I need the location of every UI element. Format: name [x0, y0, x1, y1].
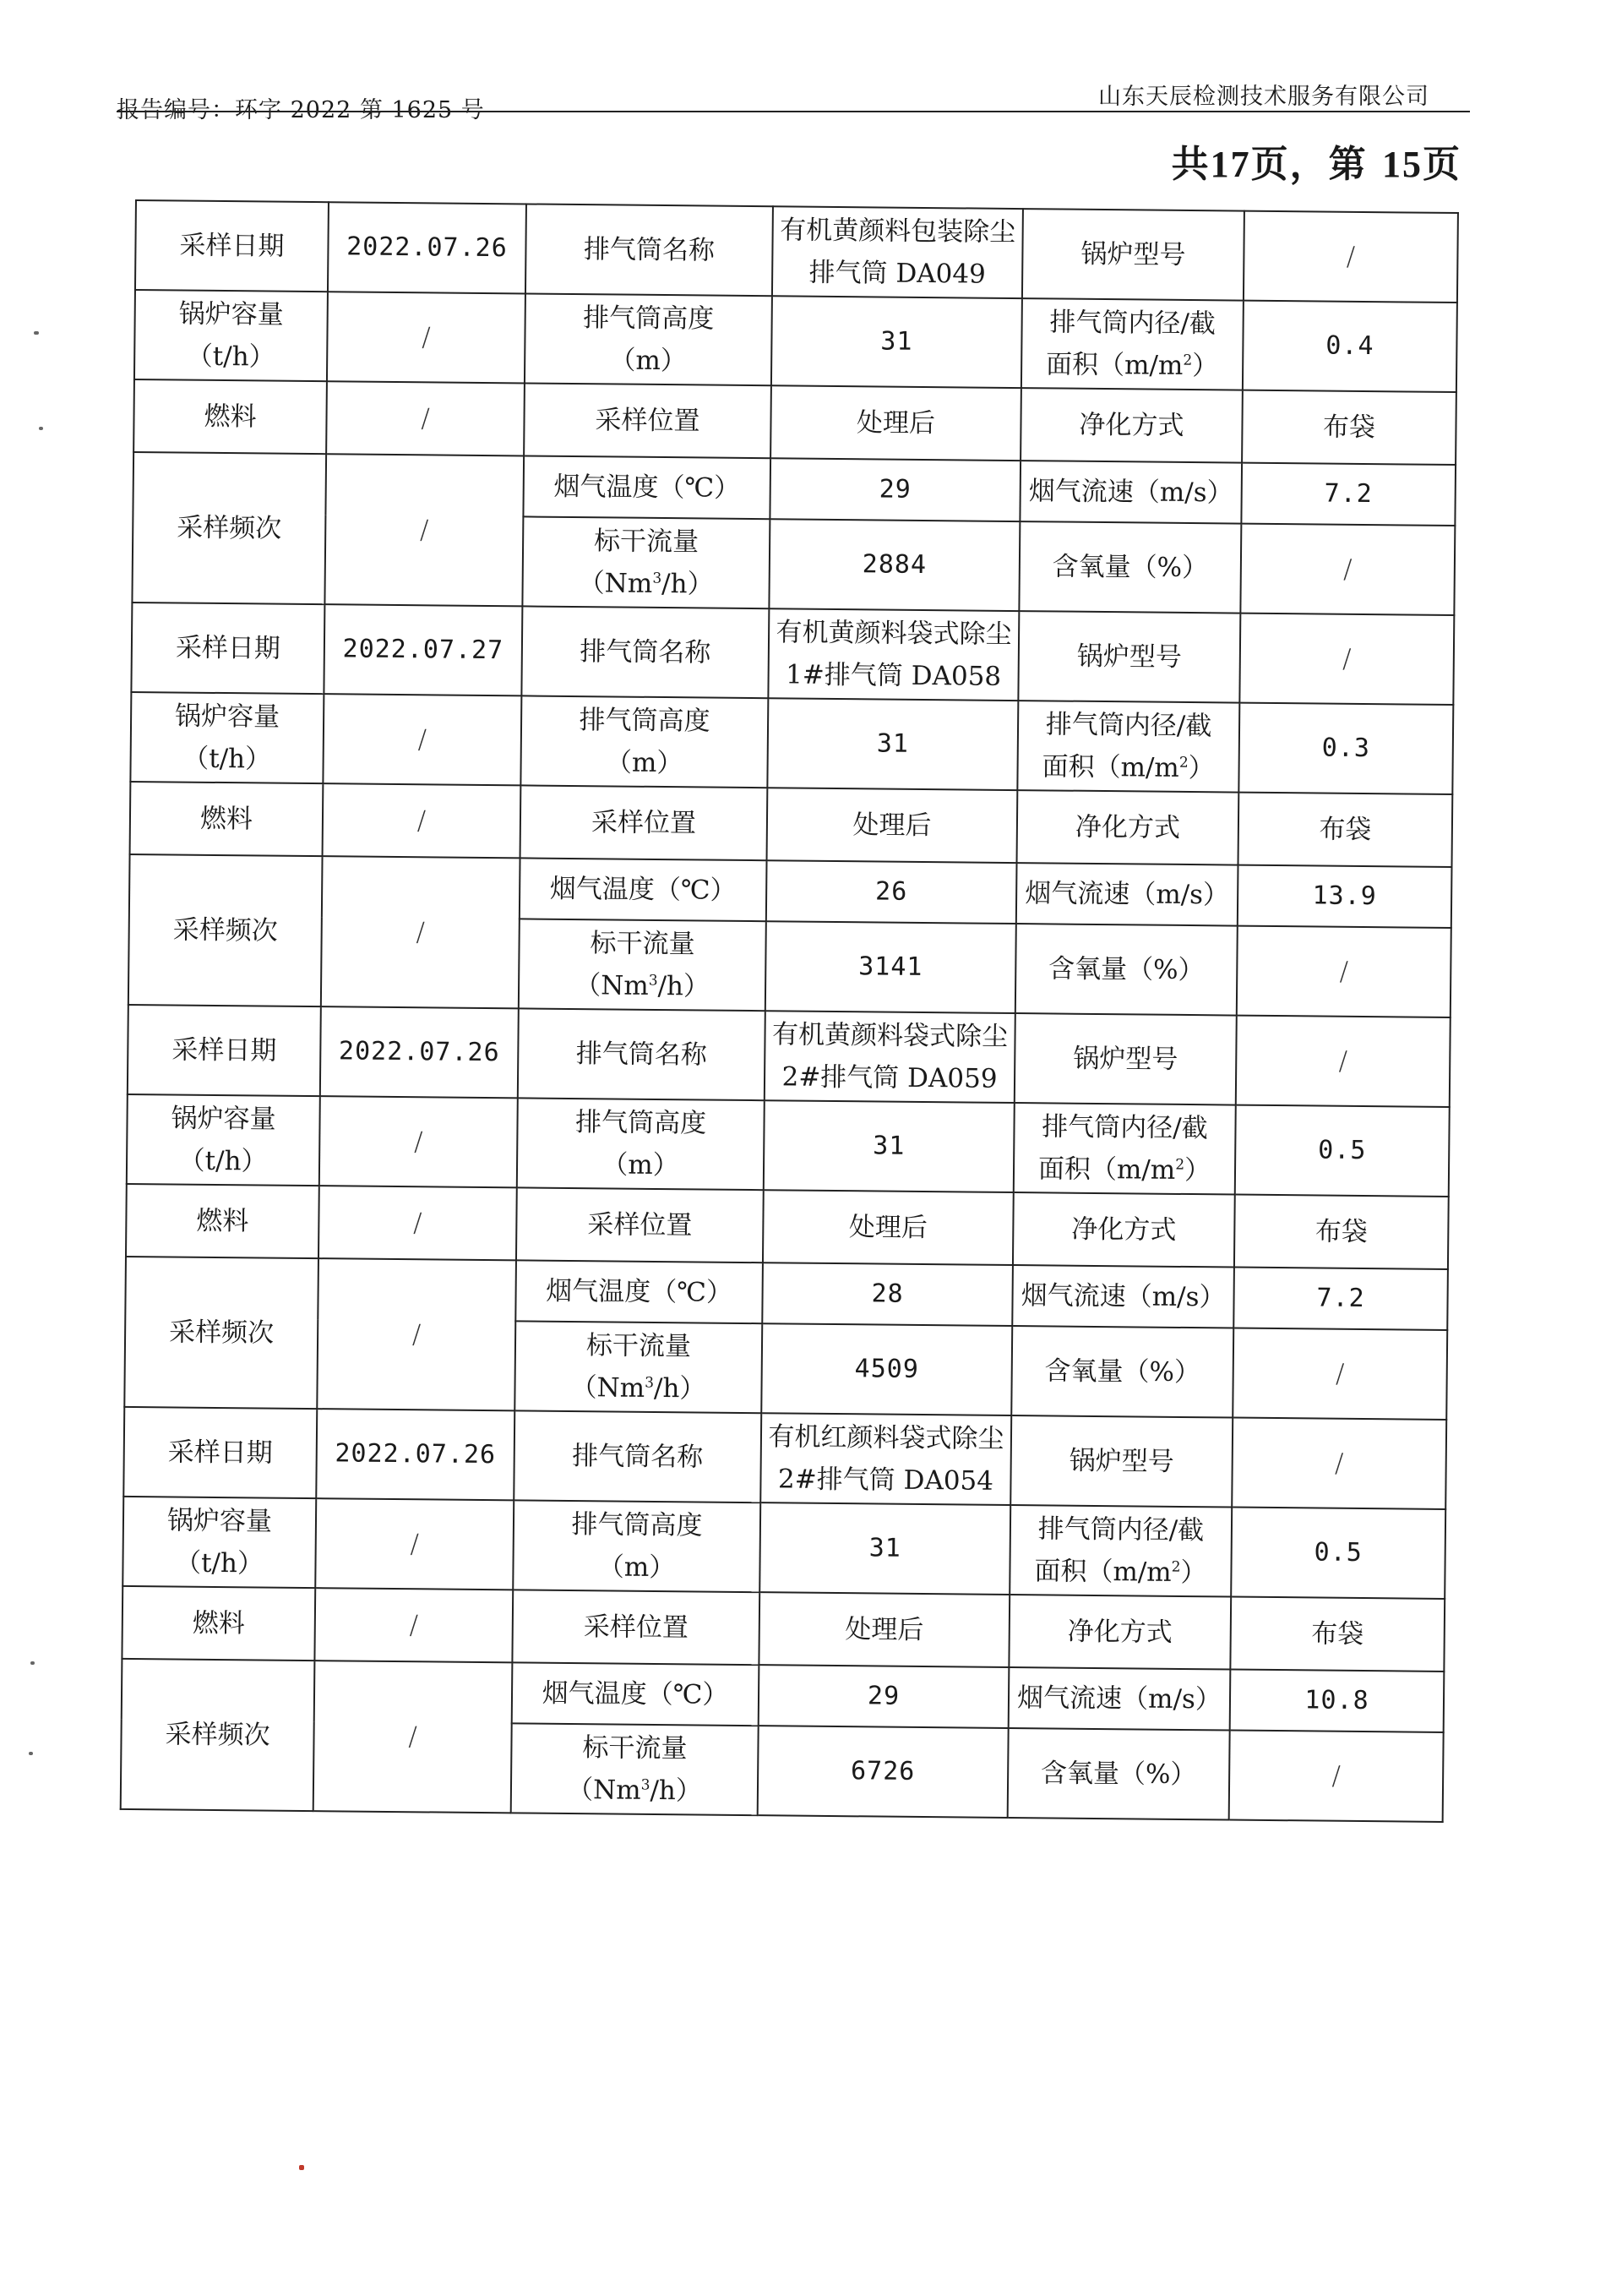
sampling-position-value: 处理后 — [767, 788, 1018, 863]
table-row — [125, 1257, 1448, 1330]
purification-label: 净化方式 — [1017, 790, 1239, 865]
label-part: 排气筒高度 — [579, 705, 710, 737]
label-part: 排气筒内径/截 — [1037, 1513, 1205, 1546]
table-row — [131, 603, 1454, 705]
table-row — [135, 200, 1458, 303]
sampling-date-value: 2022.07.27 — [324, 604, 522, 695]
purification-value: 布袋 — [1242, 390, 1456, 465]
boiler-model-value: / — [1232, 1418, 1446, 1509]
sampling-date-value: 2022.07.26 — [316, 1409, 514, 1500]
label-part: （t/h） — [182, 743, 272, 775]
fuel-label: 燃料 — [130, 782, 324, 856]
superscript: 3 — [648, 972, 658, 990]
sampling-position-value: 处理后 — [763, 1190, 1014, 1265]
stack-height-label — [517, 1098, 765, 1190]
std-flow-label — [519, 919, 766, 1011]
superscript: 2 — [1183, 352, 1193, 369]
label-part: 标干流量（Nm — [570, 1330, 692, 1404]
boiler-capacity-label — [127, 1094, 320, 1186]
superscript: 3 — [652, 570, 662, 587]
scan-speck — [29, 1752, 33, 1755]
sampling-position-label: 采样位置 — [512, 1590, 759, 1665]
frequency-label: 采样频次 — [124, 1257, 318, 1409]
sampling-date-label: 采样日期 — [131, 603, 324, 694]
stack-diameter-value: 0.4 — [1243, 301, 1457, 392]
purification-label: 净化方式 — [1009, 1595, 1231, 1670]
stack-name-value: 有机黄颜料包装除尘排气筒 DA049 — [772, 206, 1023, 298]
stack-name-label: 排气筒名称 — [521, 606, 769, 698]
flue-temp-value: 29 — [770, 458, 1021, 521]
oxygen-value: / — [1233, 1328, 1447, 1420]
label-part: 排气筒高度 — [583, 303, 715, 335]
stack-diameter-value: 0.5 — [1231, 1508, 1445, 1599]
label-part: /h） — [657, 970, 710, 1002]
label-part: 排气筒高度 — [574, 1107, 707, 1139]
flue-temp-value: 29 — [759, 1665, 1010, 1728]
stack-diameter-label — [1021, 298, 1244, 390]
label-part: 面积（m/m — [1042, 751, 1179, 783]
label-part: 锅炉容量 — [171, 1103, 276, 1135]
superscript: 2 — [1175, 1156, 1185, 1174]
oxygen-label: 含氧量（%） — [1019, 521, 1241, 614]
label-part: （m） — [601, 1149, 679, 1181]
label-part: ） — [1180, 1557, 1207, 1589]
fuel-label: 燃料 — [122, 1586, 315, 1661]
boiler-capacity-value: / — [327, 292, 525, 383]
label-part: （t/h） — [174, 1547, 264, 1579]
boiler-capacity-label — [122, 1497, 316, 1588]
frequency-value: / — [321, 856, 520, 1008]
frequency-value: / — [324, 454, 524, 606]
company-name: 山东天辰检测技术服务有限公司 — [1098, 84, 1429, 110]
sampling-position-label: 采样位置 — [516, 1187, 764, 1263]
scan-speck — [299, 2165, 304, 2170]
sampling-position-value: 处理后 — [759, 1592, 1010, 1667]
label-part: （m） — [609, 345, 688, 377]
sampling-date-value: 2022.07.26 — [320, 1006, 519, 1098]
sampling-date-label: 采样日期 — [135, 200, 329, 292]
flue-velocity-value: 7.2 — [1233, 1268, 1448, 1330]
sampling-date-value: 2022.07.26 — [328, 202, 526, 293]
stack-height-label — [513, 1500, 760, 1592]
stack-diameter-label — [1010, 1505, 1232, 1597]
boiler-model-value: / — [1236, 1016, 1451, 1107]
boiler-model-label: 锅炉型号 — [1010, 1415, 1233, 1508]
stack-height-value: 31 — [764, 1100, 1015, 1192]
stack-name-label: 排气筒名称 — [514, 1410, 761, 1502]
frequency-label: 采样频次 — [121, 1659, 315, 1811]
frequency-value: / — [317, 1258, 516, 1410]
stack-info-table-wrapper — [120, 199, 1457, 1823]
scan-speck — [39, 427, 43, 430]
label-part: 面积（m/m — [1037, 1153, 1176, 1186]
label-part: 面积（m/m — [1045, 349, 1184, 381]
stack-name-value: 有机黄颜料袋式除尘 2#排气筒 DA059 — [765, 1011, 1015, 1103]
purification-label: 净化方式 — [1013, 1192, 1235, 1268]
boiler-capacity-value: / — [323, 694, 521, 785]
sampling-date-label: 采样日期 — [128, 1005, 321, 1096]
flue-velocity-value: 10.8 — [1230, 1670, 1445, 1732]
oxygen-value: / — [1240, 524, 1455, 615]
std-flow-value: 3141 — [765, 921, 1016, 1013]
purification-value: 布袋 — [1234, 1195, 1449, 1269]
table-row — [127, 1094, 1450, 1197]
label-part: /h） — [661, 569, 714, 600]
flue-temp-label: 烟气温度（℃） — [512, 1662, 759, 1726]
std-flow-value: 4509 — [761, 1323, 1012, 1415]
oxygen-value: / — [1237, 926, 1451, 1017]
stack-height-label — [525, 293, 772, 385]
std-flow-label — [514, 1321, 762, 1413]
table-row — [126, 1184, 1449, 1269]
label-part: （t/h） — [186, 341, 275, 373]
stack-diameter-label — [1017, 701, 1239, 793]
std-flow-value: 6726 — [758, 1726, 1009, 1818]
label-part: 排气筒高度 — [571, 1509, 703, 1541]
label-part: 标干流量（Nm — [566, 1732, 688, 1806]
boiler-capacity-value: / — [319, 1096, 518, 1187]
table-row — [129, 854, 1452, 928]
label-part: /h） — [653, 1372, 706, 1404]
superscript: 2 — [1178, 754, 1189, 772]
boiler-capacity-label — [130, 692, 324, 783]
flue-temp-label: 烟气温度（℃） — [520, 858, 767, 921]
fuel-value: / — [323, 783, 521, 858]
oxygen-label: 含氧量（%） — [1015, 924, 1238, 1016]
oxygen-label: 含氧量（%） — [1011, 1326, 1233, 1418]
label-part: ） — [1188, 752, 1215, 784]
flue-temp-label: 烟气温度（℃） — [523, 455, 770, 519]
sampling-date-label: 采样日期 — [123, 1407, 317, 1498]
fuel-label: 燃料 — [126, 1184, 319, 1258]
superscript: 2 — [1171, 1558, 1181, 1576]
stack-diameter-value: 0.5 — [1235, 1105, 1450, 1197]
superscript: 3 — [640, 1776, 650, 1794]
purification-label: 净化方式 — [1021, 388, 1243, 463]
label-part: 锅炉容量 — [174, 701, 280, 733]
stack-name-value: 有机黄颜料袋式除尘 1#排气筒 DA058 — [768, 608, 1019, 701]
table-row — [133, 379, 1456, 465]
flue-velocity-label: 烟气流速（m/s） — [1009, 1667, 1231, 1731]
table-row — [122, 1497, 1445, 1599]
boiler-model-label: 锅炉型号 — [1015, 1013, 1237, 1105]
table-row — [134, 290, 1457, 392]
fuel-value: / — [326, 381, 525, 455]
frequency-label: 采样频次 — [128, 854, 323, 1006]
label-part: （m） — [605, 747, 683, 779]
boiler-model-value: / — [1244, 211, 1458, 303]
scan-speck — [34, 331, 39, 335]
stack-diameter-value: 0.3 — [1238, 703, 1453, 794]
flue-temp-value: 28 — [762, 1263, 1013, 1326]
fuel-value: / — [318, 1186, 517, 1260]
boiler-capacity-label — [134, 290, 328, 381]
flue-velocity-label: 烟气流速（m/s） — [1012, 1265, 1234, 1328]
flue-temp-value: 26 — [766, 860, 1017, 924]
std-flow-label — [511, 1723, 759, 1815]
superscript: 3 — [645, 1374, 655, 1392]
stack-diameter-label — [1014, 1103, 1236, 1195]
label-part: （m） — [597, 1552, 676, 1584]
report-number: 报告编号：环字 2022 第 1625 号 — [117, 97, 485, 123]
label-part: ） — [1184, 1154, 1211, 1186]
sampling-position-value: 处理后 — [770, 385, 1021, 461]
purification-value: 布袋 — [1230, 1597, 1445, 1672]
stack-height-label — [520, 695, 768, 788]
table-row — [133, 452, 1456, 526]
label-part: 面积（m/m — [1034, 1556, 1172, 1588]
stack-name-label: 排气筒名称 — [518, 1008, 765, 1100]
fuel-label: 燃料 — [133, 379, 327, 454]
flue-velocity-label: 烟气流速（m/s） — [1020, 461, 1242, 524]
flue-temp-label: 烟气温度（℃） — [515, 1260, 763, 1323]
table-row — [122, 1586, 1445, 1672]
header-divider — [117, 111, 1470, 112]
stack-name-value: 有机红颜料袋式除尘 2#排气筒 DA054 — [760, 1413, 1011, 1505]
label-part: 锅炉容量 — [166, 1505, 273, 1537]
boiler-model-value: / — [1239, 614, 1454, 705]
table-row — [122, 1659, 1445, 1732]
flue-velocity-label: 烟气流速（m/s） — [1016, 863, 1238, 926]
label-part: 排气筒内径/截 — [1042, 1111, 1208, 1144]
boiler-model-label: 锅炉型号 — [1022, 209, 1244, 301]
stack-height-value: 31 — [759, 1502, 1010, 1595]
fuel-value: / — [314, 1588, 513, 1662]
label-part: 标干流量（Nm — [578, 526, 699, 599]
sampling-position-label: 采样位置 — [524, 383, 771, 458]
page-number: 共17页，第 15页 — [1171, 143, 1461, 186]
label-part: 排气筒内径/截 — [1045, 709, 1212, 742]
oxygen-value: / — [1229, 1731, 1444, 1822]
flue-velocity-value: 13.9 — [1238, 865, 1452, 928]
std-flow-value: 2884 — [769, 519, 1020, 611]
stack-height-value: 31 — [771, 296, 1022, 388]
label-part: 排气筒内径/截 — [1049, 307, 1216, 340]
label-part: 标干流量（Nm — [574, 928, 695, 1001]
sampling-position-label: 采样位置 — [520, 785, 768, 860]
table-row — [130, 782, 1453, 867]
stack-height-value: 31 — [767, 698, 1018, 790]
std-flow-label — [522, 516, 770, 608]
purification-value: 布袋 — [1238, 793, 1453, 867]
table-row — [128, 1005, 1451, 1107]
flue-velocity-value: 7.2 — [1241, 463, 1456, 526]
label-part: ） — [1192, 351, 1219, 382]
label-part: /h） — [650, 1775, 703, 1807]
label-part: 锅炉容量 — [178, 298, 284, 330]
stack-info-table — [120, 199, 1459, 1823]
label-part: （t/h） — [178, 1145, 268, 1177]
boiler-model-label: 锅炉型号 — [1018, 611, 1240, 703]
scan-speck — [30, 1661, 35, 1665]
table-row — [130, 692, 1453, 794]
table-row — [123, 1407, 1446, 1509]
frequency-label: 采样频次 — [132, 452, 326, 604]
oxygen-label: 含氧量（%） — [1008, 1728, 1230, 1820]
frequency-value: / — [313, 1661, 513, 1813]
stack-name-label: 排气筒名称 — [525, 204, 773, 296]
boiler-capacity-value: / — [315, 1498, 514, 1590]
